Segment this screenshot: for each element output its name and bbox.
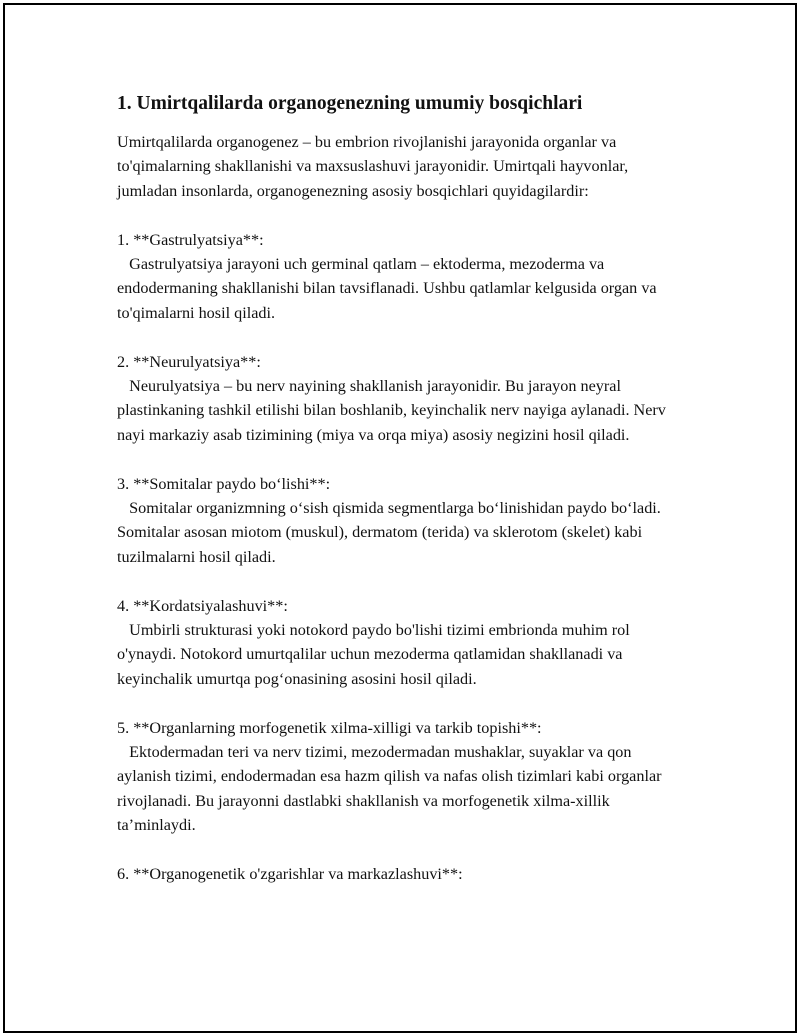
section-neurulyatsiya [117, 350, 687, 448]
intro-paragraph: Umirtqalilarda organogenez – bu embrion rivojlanishi jarayonida organlar va to'qimalarning shakllanishi va maxsuslashuvi jarayonidir. Umirtqali hayvonlar, jumladan insonlarda, organogenezning asosiy bosqichlari quyidagilardir: [117, 133, 629, 200]
section-heading: 6. **Organogenetik o'zgarishlar va markazlashuvi**: [117, 865, 463, 884]
section-heading: 2. **Neurulyatsiya**: [117, 352, 261, 371]
section-body: Ektodermadan teri va nerv tizimi, mezodermadan mushaklar, suyaklar va qon aylanish tizimi, endodermadan esa hazm qilish va nafas olish tizimlari kabi organlar rivojlanadi. Bu jarayonni dastlabki shakllanish va morfogenetik xilma-xillik ta’minlaydi. [117, 743, 666, 835]
section-body: Gastrulyatsiya jarayoni uch germinal qatlam – ektoderma, mezoderma va endodermaning shakllanishi bilan tavsiflanadi. Ushbu qatlamlar kelgusida organ va to'qimalarni hosil qiladi. [117, 255, 661, 322]
section-heading: 1. **Gastrulyatsiya**: [117, 230, 264, 249]
section-body: Umbirli strukturasi yoki notokord paydo bo'lishi tizimi embrionda muhim rol o'ynaydi. Notokord umurtqalilar uchun mezoderma qatlamidan shakllanadi va keyinchalik umurtqa pog‘onasining asosini hosil qiladi. [117, 621, 634, 688]
section-body: Neurulyatsiya – bu nerv nayining shakllanish jarayonidir. Bu jarayon neyral plastinkaning tashkil etilishi bilan boshlanib, keyinchalik nerv nayiga aylanadi. Nerv nayi markaziy asab tizimining (miya va orqa miya) asosiy negizini hosil qiladi. [117, 377, 670, 444]
section-body: Somitalar organizmning o‘sish qismida segmentlarga bo‘linishidan paydo bo‘ladi. Somitalar asosan miotom (muskul), dermatom (terida) va sklerotom (skelet) kabi tuzilmalarni hosil qiladi. [117, 499, 665, 566]
section-organogenetik-ozgarishlar [117, 862, 687, 886]
section-heading: 3. **Somitalar paydo bo‘lishi**: [117, 474, 331, 493]
section-organlar-morfogenetik [117, 716, 687, 838]
document-title: 1. Umirtqalilarda organogenezning umumiy bosqichlari [117, 93, 583, 114]
section-heading: 5. **Organlarning morfogenetik xilma-xilligi va tarkib topishi**: [117, 718, 542, 737]
section-gastrulyatsiya [117, 228, 687, 326]
section-heading: 4. **Kordatsiyalashuvi**: [117, 596, 288, 615]
section-kordatsiyalashuvi [117, 594, 687, 692]
section-somitalar [117, 472, 687, 570]
document-content [117, 90, 687, 887]
